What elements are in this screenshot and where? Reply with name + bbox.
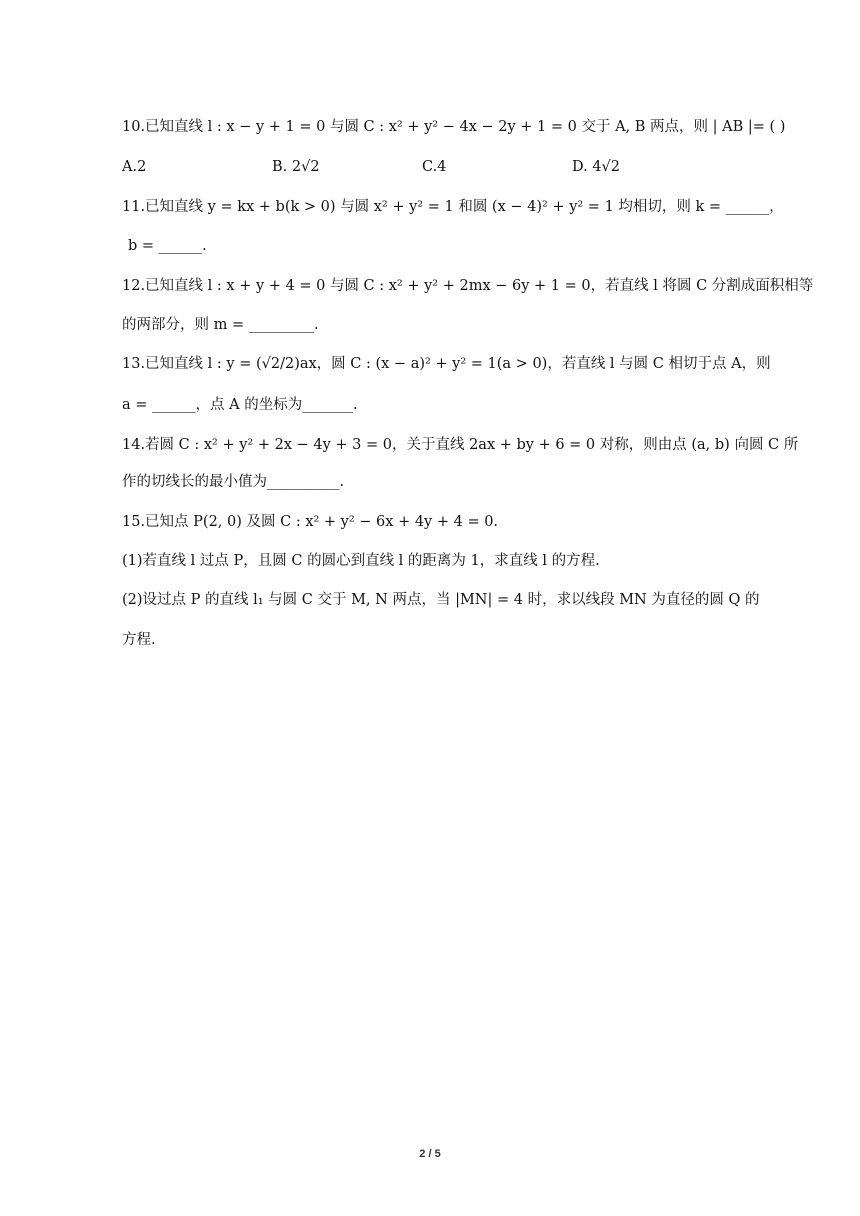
question-15-part-2: (2)设过点 P 的直线 l₁ 与圆 C 交于 M, N 两点，当 |MN| = 4 时，求以线段 MN 为直径的圆 Q 的: [122, 592, 760, 608]
question-12: 12.已知直线 l : x + y + 4 = 0 与圆 C : x² + y² + 2mx − 6y + 1 = 0，若直线 l 将圆 C 分割成面积相等: [122, 278, 814, 294]
q10-option-c: C.4: [422, 159, 447, 175]
page-indicator: 2 / 5: [419, 1148, 441, 1160]
question-11-cont: b = ______.: [128, 238, 207, 254]
q10-option-b: B. 2√2: [272, 159, 320, 175]
question-15-part-1: (1)若直线 l 过点 P，且圆 C 的圆心到直线 l 的距离为 1，求直线 l 的方程.: [122, 553, 600, 569]
q10-option-d: D. 4√2: [572, 159, 621, 175]
question-12-cont: 的两部分，则 m = _________.: [122, 317, 319, 333]
q10-option-a: A.2: [122, 159, 147, 175]
question-10: 10.已知直线 l : x − y + 1 = 0 与圆 C : x² + y² − 4x − 2y + 1 = 0 交于 A, B 两点，则 | AB |= ( ): [122, 119, 786, 135]
question-13-cont: a = ______，点 A 的坐标为_______.: [122, 397, 358, 413]
question-13: 13.已知直线 l : y = (√2/2)ax，圆 C : (x − a)² + y² = 1(a > 0)，若直线 l 与圆 C 相切于点 A，则: [122, 356, 771, 372]
question-14: 14.若圆 C : x² + y² + 2x − 4y + 3 = 0，关于直线 2ax + by + 6 = 0 对称，则由点 (a, b) 向圆 C 所: [122, 437, 799, 453]
question-15-part-2-cont: 方程.: [122, 632, 156, 648]
question-11: 11.已知直线 y = kx + b(k > 0) 与圆 x² + y² = 1 和圆 (x − 4)² + y² = 1 均相切，则 k = ______，: [122, 199, 784, 215]
question-15: 15.已知点 P(2, 0) 及圆 C : x² + y² − 6x + 4y + 4 = 0.: [122, 514, 499, 530]
question-14-cont: 作的切线长的最小值为__________.: [122, 474, 345, 490]
